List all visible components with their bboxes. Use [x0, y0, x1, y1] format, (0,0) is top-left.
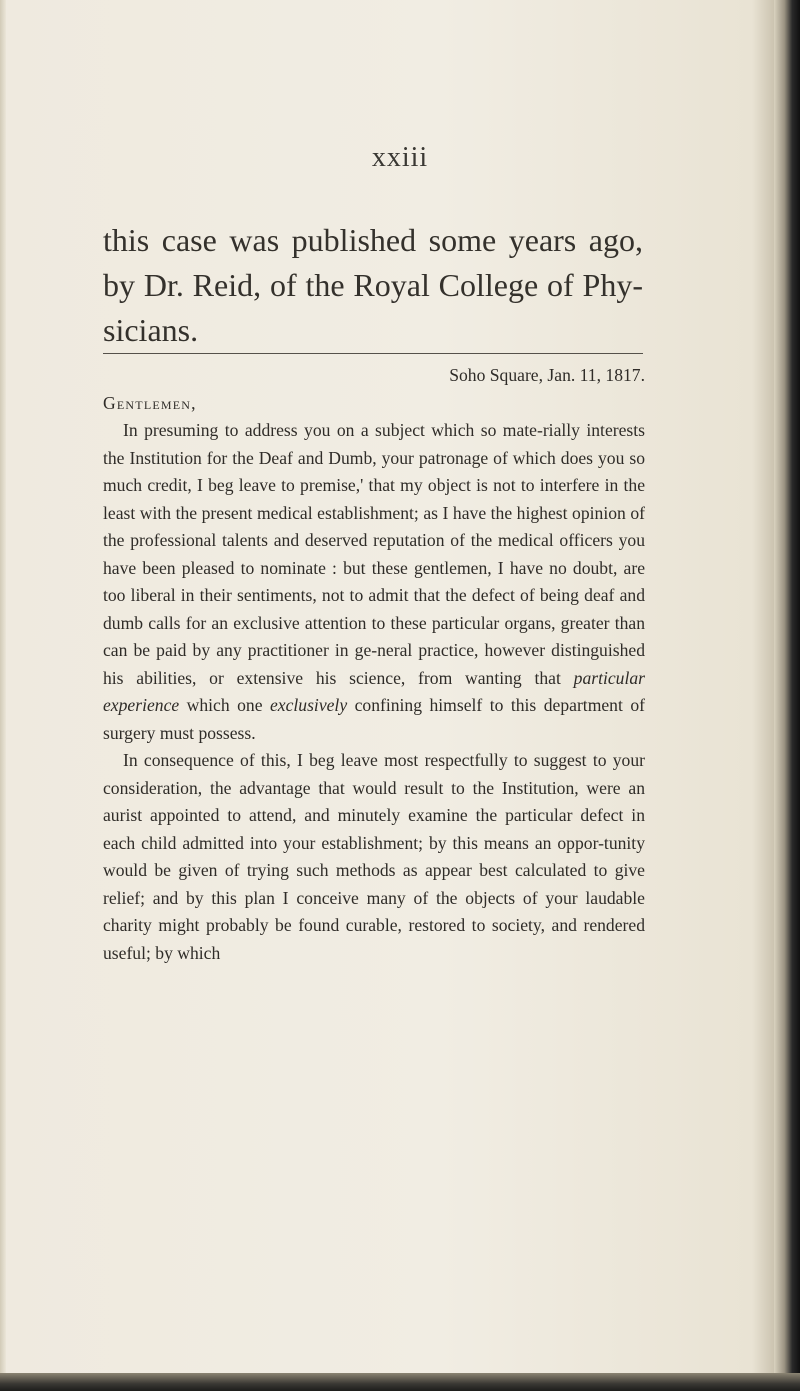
- emphasis-exclusively: exclusively: [269, 695, 348, 715]
- page-left-edge: [0, 0, 6, 1391]
- letter-paragraph-2: In consequence of this, I beg leave most respectfully to suggest to your consideration, the advantage that would result to the Institution, were an aurist appointed to attend, and minutely examine the particular defect in each child admitted into your establishment; by this means an oppor-tunity would be given of trying such methods as appear best calculated to give relief; and by this plan I conceive many of the objects of your laudable charity might probably be found curable, restored to society, and rendered useful; by which: [103, 750, 645, 963]
- letter-dateline: Soho Square, Jan. 11, 1817.: [449, 365, 645, 385]
- letter-body: [103, 362, 645, 967]
- page-right-edge: [774, 0, 800, 1391]
- letter-paragraph-1: [103, 417, 645, 747]
- letter-salutation: Gentlemen,: [103, 392, 197, 413]
- page-number: xxiii: [371, 142, 429, 173]
- paragraph-1-text-b: which one: [179, 695, 270, 715]
- page-bottom-edge: [0, 1373, 800, 1391]
- lead-paragraph: this case was published some years ago, by Dr. Reid, of the Royal College of Phy-sicians.: [103, 222, 643, 348]
- paragraph-1-text-c: confining himself to this department of surgery must possess.: [103, 695, 645, 743]
- section-rule: [103, 353, 643, 354]
- paragraph-1-text-a: In presuming to address you on a subject which so mate-rially interests the Institution for the Deaf and Dumb, your patronage of which does you so much credit, I beg leave to premise,' that my object is not to interfere in the least with the present medical establishment; as I have the highest opinion of the professional talents and deserved reputation of the medical officers you have been pleased to nominate : but these gentlemen, I have no doubt, are too liberal in their sentiments, not to admit that the defect of being deaf and dumb calls for an exclusive attention to these particular organs, greater than can be paid by any practitioner in ge-neral practice, however distinguished his abilities, or extensive his science, from wanting that: [103, 420, 645, 688]
- emphasis-particular-experience: particular experience: [103, 667, 645, 715]
